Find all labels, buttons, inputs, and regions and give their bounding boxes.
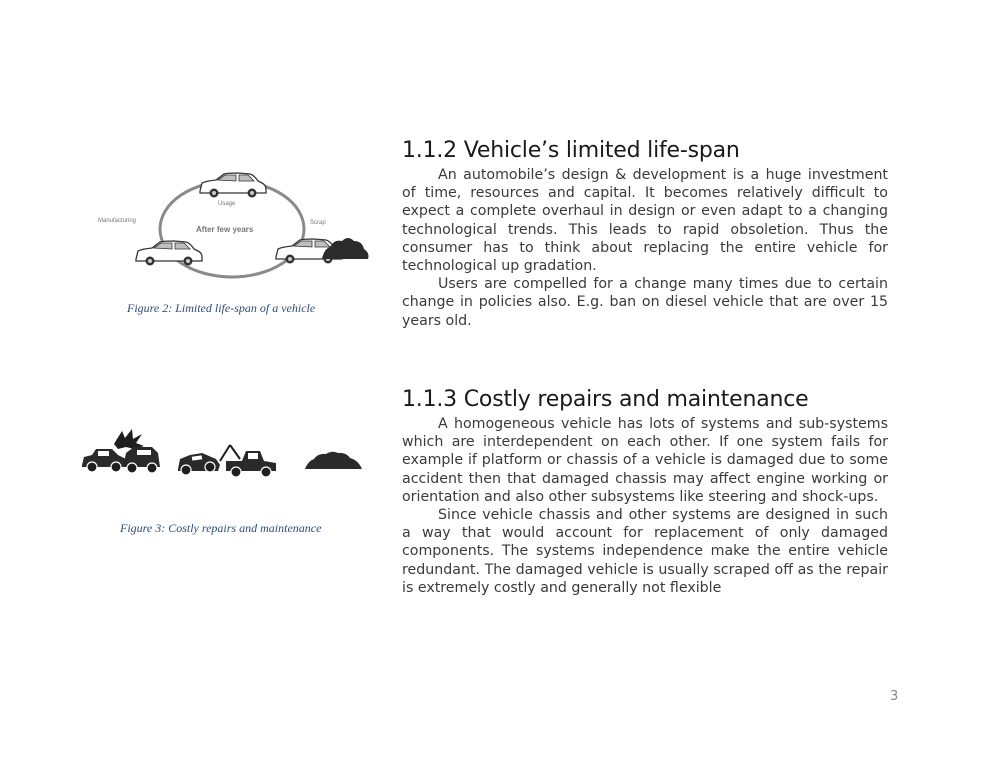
car-crash-icon (82, 429, 160, 473)
page-number: 3 (890, 689, 899, 704)
section-body-costly-repairs (402, 415, 888, 597)
paragraph: Users are compelled for a change many times due to certain change in policies also. E.g. ban on diesel vehicle that are over 15 years old. (402, 276, 888, 329)
figure-2-caption: Figure 2: Limited life-span of a vehicle (127, 301, 316, 315)
label-manufacturing: Manufacturing (98, 218, 137, 224)
section-body-limited-life-span (402, 166, 888, 330)
label-usage: Usage (218, 201, 236, 207)
paragraph: A homogeneous vehicle has lots of systems and sub-systems which are interdependent on each other. If one system fails for example if platform or chassis of a vehicle is damaged due to some accident then that damaged chassis may affect engine working or orientation and also other subsystems like steering and shock-ups. (402, 416, 888, 505)
tow-truck-icon (178, 445, 276, 477)
lifecycle-diagram (90, 165, 380, 290)
paragraph: Since vehicle chassis and other systems are designed in such a way that would account for replacement of only damaged components. The systems independence make the entire vehicle redundant. The damaged vehicle is usually scraped off as the repair is extremely costly and generally not flexible (402, 507, 888, 596)
scrap-heap-icon (305, 452, 362, 469)
car-manufacturing-icon (136, 241, 202, 266)
section-heading-limited-life-span: 1.1.2 Vehicle’s limited life-span (402, 138, 740, 163)
section-heading-costly-repairs: 1.1.3 Costly repairs and maintenance (402, 387, 809, 412)
paragraph: An automobile’s design & development is a huge investment of time, resources and capital. It becomes relatively difficult to expect a complete overhaul in design or even adapt to a changing technological trends. This leads to rapid obsoletion. Thus the consumer has to think about replacing the entire vehicle for technological up gradation. (402, 167, 888, 275)
car-usage-icon (200, 173, 266, 198)
figure-3-caption: Figure 3: Costly repairs and maintenance (120, 521, 322, 535)
repairs-diagram (80, 425, 380, 485)
label-center: After few years (196, 225, 254, 234)
label-scrap: Scrap (310, 220, 326, 226)
